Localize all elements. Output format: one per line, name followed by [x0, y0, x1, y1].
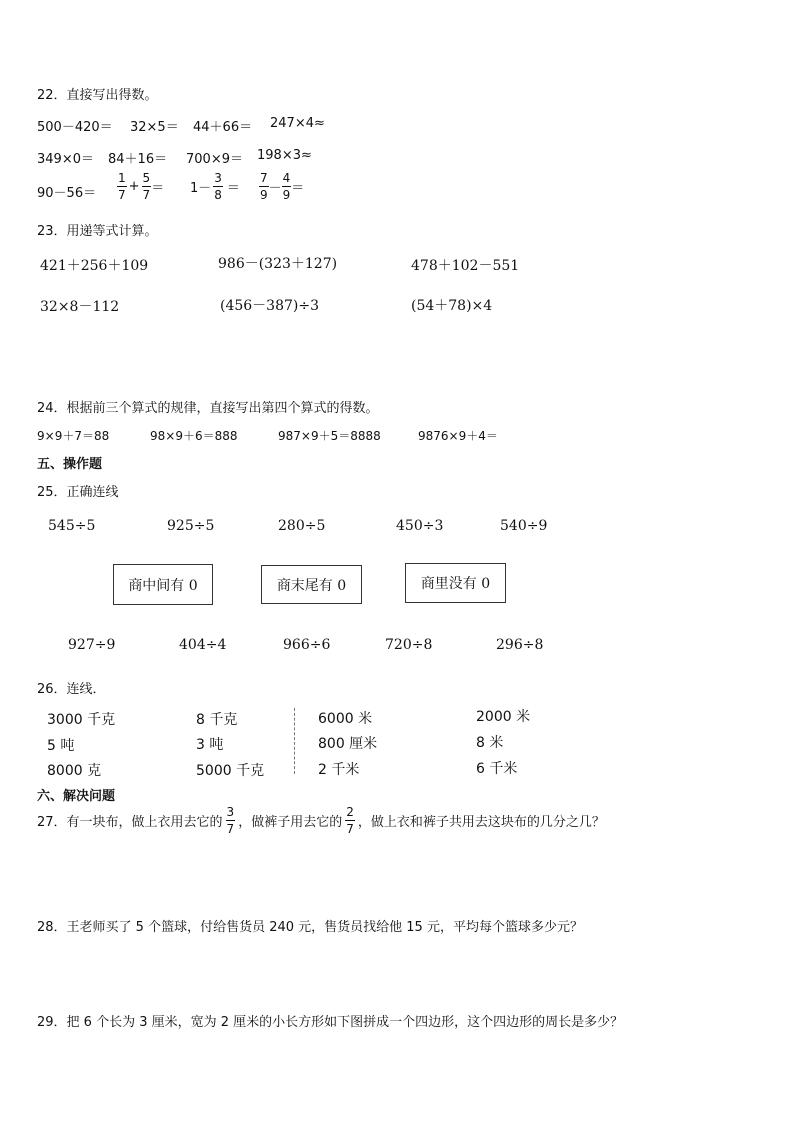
q25-top-4: 450÷3 [396, 518, 444, 534]
q26-l1-item-2: 5 吨 [47, 738, 75, 754]
q27-part2: ，做裤子用去它的 [238, 815, 343, 830]
q23-r1-e1: 421＋256＋109 [40, 258, 149, 274]
q25-top-1: 545÷5 [48, 518, 96, 534]
q23-r1-e2: 986－(323＋127) [218, 256, 338, 272]
q26-l2-item-2: 3 吨 [196, 737, 224, 753]
equals: ＝ [151, 181, 165, 196]
q26-r2-item-2: 8 米 [476, 735, 504, 751]
q26-l2-item-1: 8 千克 [196, 712, 238, 728]
prefix: 1－ [190, 181, 212, 196]
q26-r1-item-1: 6000 米 [318, 711, 373, 727]
q25-box-middle-zero: 商中间有 0 [113, 564, 213, 605]
q26-divider [294, 708, 295, 774]
q25-bottom-4: 720÷8 [385, 637, 433, 653]
q25-box-end-zero: 商末尾有 0 [261, 565, 362, 604]
q26-r1-item-2: 800 厘米 [318, 736, 378, 752]
q27-part3: ，做上衣和裤子共用去这块布的几分之几？ [357, 815, 605, 830]
q26-l2-item-3: 5000 千克 [196, 763, 265, 779]
q25-top-5: 540÷9 [500, 518, 548, 534]
q29-text: 29．把 6 个长为 3 厘米，宽为 2 厘米的小长方形如下图拼成一个四边形，这个四边形的周长是多少？ [37, 1015, 624, 1030]
q25-bottom-5: 296÷8 [496, 637, 544, 653]
denominator: 9 [282, 188, 291, 202]
q26-l1-item-1: 3000 千克 [47, 712, 116, 728]
q25-bottom-2: 404÷4 [179, 637, 227, 653]
q27-part1: 27．有一块布，做上衣用去它的 [37, 815, 223, 830]
denominator: 7 [142, 188, 151, 202]
q26-r2-item-1: 2000 米 [476, 709, 531, 725]
q22-title: 22．直接写出得数。 [37, 88, 158, 103]
numerator: 4 [282, 171, 291, 185]
q22-r3-e4 [259, 172, 304, 201]
numerator: 5 [142, 171, 151, 185]
q25-top-2: 925÷5 [167, 518, 215, 534]
equals: ＝ [226, 181, 240, 196]
q25-top-3: 280÷5 [278, 518, 326, 534]
operator: － [268, 181, 282, 196]
q26-l1-item-3: 8000 克 [47, 763, 102, 779]
q23-r2-e1: 32×8－112 [40, 299, 120, 315]
section-six-heading: 六、解决问题 [37, 789, 116, 804]
q22-r2-e2: 84＋16＝ [108, 152, 168, 167]
numerator: 3 [226, 805, 235, 819]
q24-item-4: 9876×9＋4＝ [418, 429, 498, 443]
q22-r2-e1: 349×0＝ [37, 152, 94, 167]
section-five-heading: 五、操作题 [37, 457, 103, 472]
q22-r3-e2 [117, 172, 164, 201]
q27-text [37, 806, 605, 835]
q22-r2-e3: 700×9＝ [186, 152, 243, 167]
denominator: 9 [260, 188, 268, 202]
q28-text: 28．王老师买了 5 个篮球，付给售货员 240 元，售货员找给他 15 元，平均每个篮球多少元？ [37, 920, 583, 935]
q22-r1-e2: 32×5＝ [130, 120, 179, 135]
q23-r1-e3: 478＋102－551 [411, 258, 520, 274]
q25-bottom-1: 927÷9 [68, 637, 116, 653]
numerator: 7 [260, 171, 268, 185]
q22-r1-e3: 44＋66＝ [193, 120, 253, 135]
q26-title: 26．连线． [37, 682, 106, 697]
q25-box-no-zero: 商里没有 0 [405, 563, 506, 603]
q22-r2-e4: 198×3≈ [257, 148, 312, 163]
q24-title: 24．根据前三个算式的规律，直接写出第四个算式的得数。 [37, 401, 379, 416]
denominator: 8 [214, 188, 222, 202]
denominator: 7 [346, 822, 354, 836]
q22-r1-e1: 500－420＝ [37, 120, 113, 135]
q26-r1-item-3: 2 千米 [318, 762, 360, 778]
q24-item-3: 987×9＋5＝8888 [278, 429, 381, 443]
denominator: 7 [118, 188, 126, 202]
operator: + [128, 179, 140, 194]
q26-r2-item-3: 6 千米 [476, 761, 518, 777]
q22-r3-e1: 90－56＝ [37, 186, 97, 201]
equals: ＝ [291, 181, 305, 196]
q25-bottom-3: 966÷6 [283, 637, 331, 653]
q22-r3-e3 [190, 172, 240, 201]
q25-title: 25．正确连线 [37, 485, 119, 500]
numerator: 1 [118, 171, 126, 185]
q23-r2-e2: (456－387)÷3 [220, 298, 320, 314]
numerator: 3 [214, 171, 222, 185]
q24-item-1: 9×9＋7＝88 [37, 429, 110, 443]
q23-title: 23．用递等式计算。 [37, 224, 158, 239]
q22-r1-e4: 247×4≈ [270, 116, 325, 131]
numerator: 2 [346, 805, 354, 819]
denominator: 7 [226, 822, 235, 836]
q23-r2-e3: (54＋78)×4 [411, 298, 493, 314]
q24-item-2: 98×9＋6＝888 [150, 429, 238, 443]
